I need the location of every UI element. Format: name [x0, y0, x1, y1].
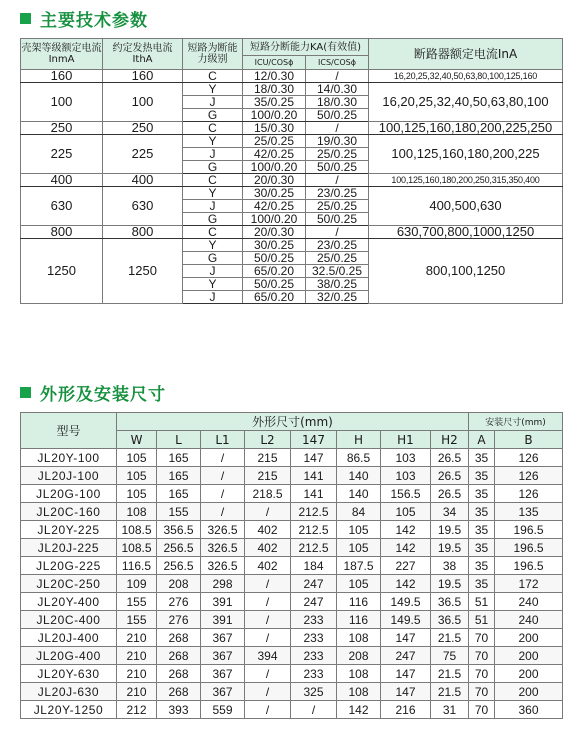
header-icu: ICU/COSϕ — [243, 56, 306, 70]
dim-value-cell: 233 — [291, 665, 337, 683]
level-cell: J — [183, 200, 243, 213]
dim-value-cell: / — [201, 449, 245, 467]
dim-value-cell: 212.5 — [291, 521, 337, 539]
dim-row — [21, 449, 563, 467]
model-cell: JL20Y-225 — [21, 521, 117, 539]
header-model: 型号 — [21, 413, 117, 449]
dim-row — [21, 485, 563, 503]
dim-value-cell: 116 — [337, 593, 381, 611]
icu-cell: 50/0.25 — [243, 278, 306, 291]
dim-value-cell: 19.5 — [431, 539, 469, 557]
spec-row — [21, 187, 563, 200]
level-cell: Y — [183, 239, 243, 252]
ics-cell: 38/0.25 — [306, 278, 369, 291]
level-cell: J — [183, 291, 243, 304]
dim-row — [21, 629, 563, 647]
dim-row — [21, 701, 563, 719]
dim-value-cell: 105 — [337, 539, 381, 557]
agreed-current-cell: 160 — [103, 70, 183, 83]
rated-current-cell: 100,125,160,180,200,250,315,350,400 — [369, 174, 563, 187]
level-cell: J — [183, 96, 243, 109]
ics-cell: 23/0.25 — [306, 239, 369, 252]
dim-value-cell: 109 — [117, 575, 157, 593]
dim-value-cell: / — [245, 701, 291, 719]
dim-value-cell: 35 — [469, 521, 495, 539]
dim-row — [21, 575, 563, 593]
dim-value-cell: 233 — [291, 629, 337, 647]
model-cell: JL20Y-1250 — [21, 701, 117, 719]
icu-cell: 50/0.25 — [243, 252, 306, 265]
dim-value-cell: 165 — [157, 449, 201, 467]
model-cell: JL20Y-100 — [21, 449, 117, 467]
dim-value-cell: 75 — [431, 647, 469, 665]
level-cell: J — [183, 265, 243, 278]
dim-value-cell: 84 — [337, 503, 381, 521]
dim-value-cell: 35 — [469, 467, 495, 485]
spec-row — [21, 122, 563, 135]
dim-value-cell: 212.5 — [291, 539, 337, 557]
dim-value-cell: 36.5 — [431, 593, 469, 611]
dim-value-cell: 26.5 — [431, 485, 469, 503]
dim-value-cell: 165 — [157, 467, 201, 485]
agreed-current-cell: 100 — [103, 83, 183, 122]
icu-cell: 65/0.20 — [243, 265, 306, 278]
dim-value-cell: 210 — [117, 683, 157, 701]
dim-value-cell: / — [291, 701, 337, 719]
level-cell: C — [183, 174, 243, 187]
dim-value-cell: 35 — [469, 539, 495, 557]
dim-value-cell: 38 — [431, 557, 469, 575]
dim-value-cell: 51 — [469, 611, 495, 629]
dim-value-cell: 172 — [495, 575, 563, 593]
dim-column-header: H — [337, 431, 381, 449]
dim-value-cell: 196.5 — [495, 557, 563, 575]
agreed-current-cell: 250 — [103, 122, 183, 135]
header-agreed-current: 约定发热电流IthA — [103, 39, 183, 70]
icu-cell: 25/0.25 — [243, 135, 306, 148]
ics-cell: 50/0.25 — [306, 161, 369, 174]
header-breaking-level: 短路为断能力级别 — [183, 39, 243, 70]
dim-value-cell: 155 — [117, 593, 157, 611]
dim-value-cell: 35 — [469, 575, 495, 593]
dim-value-cell: 36.5 — [431, 611, 469, 629]
dim-value-cell: 394 — [245, 647, 291, 665]
header-rated-current: 断路器额定电流InA — [369, 39, 563, 70]
level-cell: C — [183, 122, 243, 135]
dim-value-cell: 105 — [117, 449, 157, 467]
header-ics: ICS/COSϕ — [306, 56, 369, 70]
header-outline: 外形尺寸(mm) — [117, 413, 469, 431]
dim-value-cell: 196.5 — [495, 521, 563, 539]
dim-value-cell: 212 — [117, 701, 157, 719]
dim-value-cell: 147 — [381, 683, 431, 701]
header-frame-current: 壳架等级额定电流InmA — [21, 39, 103, 70]
icu-cell: 42/0.25 — [243, 200, 306, 213]
icu-cell: 20/0.30 — [243, 226, 306, 239]
ics-cell: 25/0.25 — [306, 148, 369, 161]
dim-value-cell: 208 — [157, 575, 201, 593]
dim-column-header: 147 — [291, 431, 337, 449]
dim-value-cell: 268 — [157, 629, 201, 647]
dim-value-cell: 326.5 — [201, 539, 245, 557]
model-cell: JL20Y-400 — [21, 593, 117, 611]
dim-value-cell: 356.5 — [157, 521, 201, 539]
dim-row — [21, 503, 563, 521]
ics-cell: 50/0.25 — [306, 213, 369, 226]
dim-value-cell: 108 — [337, 683, 381, 701]
dim-column-header: H1 — [381, 431, 431, 449]
dim-value-cell: 276 — [157, 593, 201, 611]
model-cell: JL20J-100 — [21, 467, 117, 485]
dim-value-cell: 247 — [291, 593, 337, 611]
dim-value-cell: 210 — [117, 647, 157, 665]
rated-current-cell: 16,20,25,32,40,50,63,80,100,125,160 — [369, 70, 563, 83]
frame-current-cell: 100 — [21, 83, 103, 122]
frame-current-cell: 630 — [21, 187, 103, 226]
agreed-current-cell: 400 — [103, 174, 183, 187]
rated-current-cell: 400,500,630 — [369, 187, 563, 226]
section-title-specs — [20, 7, 148, 29]
ics-cell: 14/0.30 — [306, 83, 369, 96]
dim-value-cell: 218.5 — [245, 485, 291, 503]
dim-value-cell: 402 — [245, 521, 291, 539]
dim-value-cell: 116 — [337, 611, 381, 629]
icu-cell: 20/0.30 — [243, 174, 306, 187]
dim-value-cell: 26.5 — [431, 449, 469, 467]
dim-value-cell: 391 — [201, 593, 245, 611]
model-cell: JL20C-160 — [21, 503, 117, 521]
dim-value-cell: 326.5 — [201, 521, 245, 539]
dim-value-cell: 126 — [495, 449, 563, 467]
dim-value-cell: 142 — [337, 701, 381, 719]
level-cell: Y — [183, 83, 243, 96]
dim-value-cell: 70 — [469, 683, 495, 701]
dim-value-cell: 326.5 — [201, 557, 245, 575]
dim-value-cell: 70 — [469, 647, 495, 665]
dim-value-cell: 140 — [337, 467, 381, 485]
dim-value-cell: 147 — [291, 449, 337, 467]
dim-column-header: H2 — [431, 431, 469, 449]
dim-value-cell: 141 — [291, 467, 337, 485]
dim-value-cell: 149.5 — [381, 611, 431, 629]
rated-current-cell: 630,700,800,1000,1250 — [369, 226, 563, 239]
ics-cell: / — [306, 226, 369, 239]
dim-value-cell: 21.5 — [431, 665, 469, 683]
spec-table — [20, 38, 563, 304]
dim-value-cell: 51 — [469, 593, 495, 611]
level-cell: J — [183, 148, 243, 161]
dim-value-cell: 105 — [337, 521, 381, 539]
icu-cell: 18/0.30 — [243, 83, 306, 96]
dim-value-cell: 215 — [245, 449, 291, 467]
ics-cell: 32.5/0.25 — [306, 265, 369, 278]
dim-value-cell: 367 — [201, 647, 245, 665]
dim-row — [21, 539, 563, 557]
dim-value-cell: 268 — [157, 647, 201, 665]
ics-cell: / — [306, 70, 369, 83]
frame-current-cell: 400 — [21, 174, 103, 187]
dim-value-cell: 35 — [469, 503, 495, 521]
dim-value-cell: 256.5 — [157, 557, 201, 575]
ics-cell: / — [306, 174, 369, 187]
dim-value-cell: 165 — [157, 485, 201, 503]
dim-value-cell: 70 — [469, 665, 495, 683]
dim-value-cell: 35 — [469, 485, 495, 503]
rated-current-cell: 100,125,160,180,200,225 — [369, 135, 563, 174]
dim-value-cell: 256.5 — [157, 539, 201, 557]
model-cell: JL20C-400 — [21, 611, 117, 629]
spec-row — [21, 226, 563, 239]
dim-value-cell: / — [245, 629, 291, 647]
dim-value-cell: 108 — [337, 665, 381, 683]
dim-value-cell: 35 — [469, 557, 495, 575]
agreed-current-cell: 225 — [103, 135, 183, 174]
dim-value-cell: 200 — [495, 665, 563, 683]
dim-value-cell: 103 — [381, 467, 431, 485]
model-cell: JL20J-630 — [21, 683, 117, 701]
dim-value-cell: 247 — [381, 647, 431, 665]
dim-value-cell: 325 — [291, 683, 337, 701]
dim-column-header: L1 — [201, 431, 245, 449]
dim-value-cell: 108.5 — [117, 539, 157, 557]
square-bullet-icon — [20, 13, 31, 24]
icu-cell: 100/0.20 — [243, 161, 306, 174]
ics-cell: 25/0.25 — [306, 252, 369, 265]
dim-value-cell: 86.5 — [337, 449, 381, 467]
section-title-text: 主要技术参数 — [40, 10, 148, 31]
dim-value-cell: 367 — [201, 665, 245, 683]
level-cell: C — [183, 70, 243, 83]
dim-value-cell: 227 — [381, 557, 431, 575]
dim-value-cell: 233 — [291, 611, 337, 629]
dim-value-cell: 233 — [291, 647, 337, 665]
dim-column-header: L — [157, 431, 201, 449]
frame-current-cell: 800 — [21, 226, 103, 239]
dim-value-cell: 126 — [495, 485, 563, 503]
dim-column-header: W — [117, 431, 157, 449]
dim-value-cell: 103 — [381, 449, 431, 467]
dim-value-cell: 142 — [381, 521, 431, 539]
dim-value-cell: 147 — [381, 665, 431, 683]
dim-value-cell: 391 — [201, 611, 245, 629]
frame-current-cell: 250 — [21, 122, 103, 135]
dim-value-cell: 156.5 — [381, 485, 431, 503]
dim-value-cell: 21.5 — [431, 629, 469, 647]
header-install: 安装尺寸(mm) — [469, 413, 563, 431]
dim-value-cell: 26.5 — [431, 467, 469, 485]
dim-value-cell: / — [245, 665, 291, 683]
level-cell: Y — [183, 135, 243, 148]
icu-cell: 30/0.25 — [243, 187, 306, 200]
level-cell: G — [183, 252, 243, 265]
model-cell: JL20G-100 — [21, 485, 117, 503]
level-cell: G — [183, 161, 243, 174]
dim-value-cell: / — [201, 485, 245, 503]
icu-cell: 35/0.25 — [243, 96, 306, 109]
spec-row — [21, 239, 563, 252]
dim-value-cell: 19.5 — [431, 521, 469, 539]
dim-value-cell: 135 — [495, 503, 563, 521]
dim-value-cell: 116.5 — [117, 557, 157, 575]
dim-value-cell: 200 — [495, 647, 563, 665]
dim-value-cell: 31 — [431, 701, 469, 719]
dim-value-cell: 240 — [495, 611, 563, 629]
dim-value-cell: / — [245, 611, 291, 629]
dim-value-cell: 367 — [201, 683, 245, 701]
dim-value-cell: 142 — [381, 575, 431, 593]
dim-value-cell: / — [245, 683, 291, 701]
spec-row — [21, 174, 563, 187]
dim-value-cell: 184 — [291, 557, 337, 575]
icu-cell: 15/0.30 — [243, 122, 306, 135]
spec-row — [21, 70, 563, 83]
rated-current-cell: 100,125,160,180,200,225,250 — [369, 122, 563, 135]
dim-row — [21, 557, 563, 575]
dim-value-cell: / — [201, 467, 245, 485]
dim-value-cell: 108 — [117, 503, 157, 521]
ics-cell: 23/0.25 — [306, 187, 369, 200]
dim-row — [21, 521, 563, 539]
dim-value-cell: 70 — [469, 629, 495, 647]
dim-value-cell: 216 — [381, 701, 431, 719]
dim-value-cell: 210 — [117, 629, 157, 647]
dim-value-cell: 147 — [381, 629, 431, 647]
dim-value-cell: 142 — [381, 539, 431, 557]
level-cell: G — [183, 213, 243, 226]
model-cell: JL20C-250 — [21, 575, 117, 593]
dim-row — [21, 593, 563, 611]
dim-value-cell: 268 — [157, 683, 201, 701]
frame-current-cell: 225 — [21, 135, 103, 174]
spec-row — [21, 83, 563, 96]
dim-value-cell: 208 — [337, 647, 381, 665]
section-title-text: 外形及安装尺寸 — [40, 384, 166, 405]
icu-cell: 30/0.25 — [243, 239, 306, 252]
dim-value-cell: 34 — [431, 503, 469, 521]
dim-value-cell: 141 — [291, 485, 337, 503]
icu-cell: 100/0.20 — [243, 109, 306, 122]
ics-cell: 19/0.30 — [306, 135, 369, 148]
ics-cell: 32/0.25 — [306, 291, 369, 304]
dim-value-cell: 559 — [201, 701, 245, 719]
dim-value-cell: 402 — [245, 539, 291, 557]
dim-value-cell: 140 — [337, 485, 381, 503]
ics-cell: / — [306, 122, 369, 135]
dim-value-cell: 210 — [117, 665, 157, 683]
agreed-current-cell: 800 — [103, 226, 183, 239]
icu-cell: 65/0.20 — [243, 291, 306, 304]
dim-value-cell: 105 — [381, 503, 431, 521]
dim-row — [21, 665, 563, 683]
icu-cell: 100/0.20 — [243, 213, 306, 226]
square-bullet-icon — [20, 387, 31, 398]
dim-value-cell: 215 — [245, 467, 291, 485]
level-cell: Y — [183, 278, 243, 291]
frame-current-cell: 1250 — [21, 239, 103, 304]
spec-row — [21, 135, 563, 148]
dim-value-cell: 240 — [495, 593, 563, 611]
dim-value-cell: 108 — [337, 629, 381, 647]
dim-value-cell: 105 — [337, 575, 381, 593]
dim-value-cell: 126 — [495, 467, 563, 485]
model-cell: JL20J-225 — [21, 539, 117, 557]
dim-value-cell: 155 — [117, 611, 157, 629]
model-cell: JL20Y-630 — [21, 665, 117, 683]
icu-cell: 42/0.25 — [243, 148, 306, 161]
dim-column-header: L2 — [245, 431, 291, 449]
frame-current-cell: 160 — [21, 70, 103, 83]
dim-value-cell: 367 — [201, 629, 245, 647]
dim-value-cell: 155 — [157, 503, 201, 521]
section-title-dimensions — [20, 381, 166, 403]
dim-value-cell: 21.5 — [431, 683, 469, 701]
dim-row — [21, 647, 563, 665]
ics-cell: 18/0.30 — [306, 96, 369, 109]
dim-column-header: B — [495, 431, 563, 449]
dim-value-cell: / — [201, 503, 245, 521]
dim-value-cell: 19.5 — [431, 575, 469, 593]
dim-value-cell: 268 — [157, 665, 201, 683]
agreed-current-cell: 630 — [103, 187, 183, 226]
model-cell: JL20G-400 — [21, 647, 117, 665]
dim-value-cell: / — [245, 575, 291, 593]
model-cell: JL20G-225 — [21, 557, 117, 575]
level-cell: Y — [183, 187, 243, 200]
ics-cell: 50/0.25 — [306, 109, 369, 122]
dim-value-cell: 212.5 — [291, 503, 337, 521]
agreed-current-cell: 1250 — [103, 239, 183, 304]
dim-value-cell: 187.5 — [337, 557, 381, 575]
dimension-table — [20, 412, 563, 719]
dim-row — [21, 683, 563, 701]
model-cell: JL20J-400 — [21, 629, 117, 647]
dim-value-cell: 196.5 — [495, 539, 563, 557]
level-cell: G — [183, 109, 243, 122]
level-cell: C — [183, 226, 243, 239]
icu-cell: 12/0.30 — [243, 70, 306, 83]
dim-value-cell: 105 — [117, 485, 157, 503]
dim-value-cell: 105 — [117, 467, 157, 485]
dim-value-cell: 247 — [291, 575, 337, 593]
dim-value-cell: 149.5 — [381, 593, 431, 611]
dim-value-cell: 276 — [157, 611, 201, 629]
dim-value-cell: 393 — [157, 701, 201, 719]
dim-row — [21, 611, 563, 629]
dim-value-cell: 298 — [201, 575, 245, 593]
dim-value-cell: / — [245, 503, 291, 521]
ics-cell: 25/0.25 — [306, 200, 369, 213]
dim-value-cell: 200 — [495, 629, 563, 647]
dim-value-cell: 108.5 — [117, 521, 157, 539]
dim-value-cell: 402 — [245, 557, 291, 575]
dim-value-cell: / — [245, 593, 291, 611]
rated-current-cell: 16,20,25,32,40,50,63,80,100 — [369, 83, 563, 122]
dim-value-cell: 360 — [495, 701, 563, 719]
dim-value-cell: 35 — [469, 449, 495, 467]
dim-value-cell: 200 — [495, 683, 563, 701]
dim-value-cell: 70 — [469, 701, 495, 719]
header-breaking-capacity: 短路分断能力KA(有效值) — [243, 39, 369, 56]
rated-current-cell: 800,100,1250 — [369, 239, 563, 304]
dim-column-header: A — [469, 431, 495, 449]
dim-row — [21, 467, 563, 485]
